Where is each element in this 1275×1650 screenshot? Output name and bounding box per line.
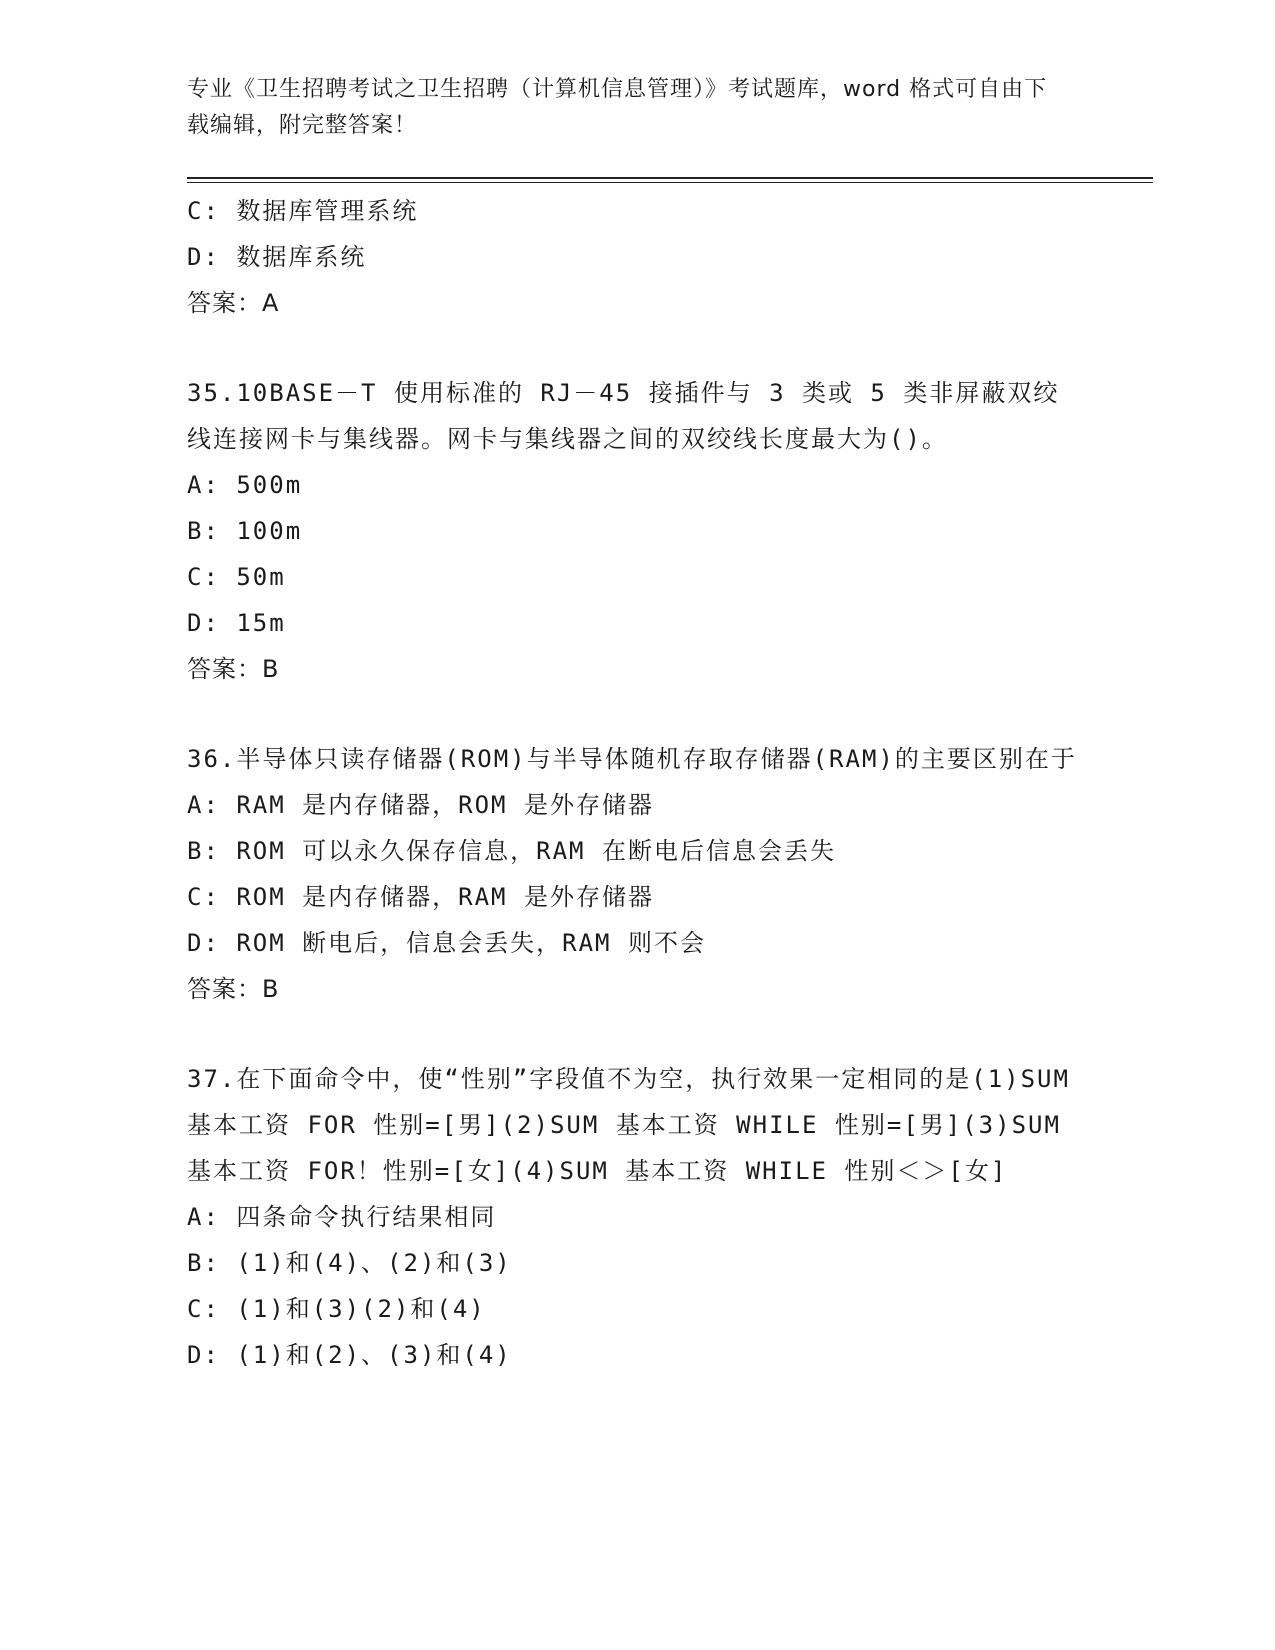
carryover-block [187, 188, 1077, 326]
option-c: C: 数据库管理系统 [187, 197, 419, 225]
option-d: D: 15m [187, 609, 286, 637]
option-c: C: 50m [187, 563, 286, 591]
question-36 [187, 736, 1077, 1012]
question-37 [187, 1056, 1077, 1378]
answer-line: 答案：B [187, 655, 280, 683]
spacer [187, 326, 1077, 370]
option-a: A: 500m [187, 471, 303, 499]
header-rule-thin [187, 182, 1153, 183]
option-d: D: 数据库系统 [187, 243, 367, 271]
header-rule-thick [187, 177, 1153, 179]
option-b: B: (1)和(4)、(2)和(3) [187, 1249, 512, 1277]
document-header: 专业《卫生招聘考试之卫生招聘（计算机信息管理）》考试题库，word 格式可自由下载编辑，附完整答案！ [187, 77, 1048, 138]
option-d: D: ROM 断电后，信息会丢失，RAM 则不会 [187, 929, 706, 957]
question-35 [187, 370, 1077, 692]
question-list [187, 188, 1077, 1378]
answer-line: 答案：B [187, 975, 280, 1003]
spacer [187, 1012, 1077, 1056]
question-text: 36.半导体只读存储器(ROM)与半导体随机存取存储器(RAM)的主要区别在于 [187, 745, 1077, 773]
option-a: A: RAM 是内存储器，ROM 是外存储器 [187, 791, 654, 819]
option-c: C: (1)和(3)(2)和(4) [187, 1295, 486, 1323]
question-text: 35.10BASE－T 使用标准的 RJ－45 接插件与 3 类或 5 类非屏蔽双绞线连接网卡与集线器。网卡与集线器之间的双绞线长度最大为()。 [187, 379, 1060, 453]
option-a: A: 四条命令执行结果相同 [187, 1203, 497, 1231]
spacer [187, 692, 1077, 736]
option-b: B: 100m [187, 517, 303, 545]
option-d: D: (1)和(2)、(3)和(4) [187, 1341, 512, 1369]
option-b: B: ROM 可以永久保存信息，RAM 在断电后信息会丢失 [187, 837, 836, 865]
option-c: C: ROM 是内存储器，RAM 是外存储器 [187, 883, 654, 911]
answer-line: 答案：A [187, 289, 280, 317]
question-text: 37.在下面命令中，使“性别”字段值不为空，执行效果一定相同的是(1)SUM 基本工资 FOR 性别=[男](2)SUM 基本工资 WHILE 性别=[男](3)SUM 基本工资 FOR！性别=[女](4)SUM 基本工资 WHILE 性别＜＞[女] [187, 1065, 1070, 1185]
